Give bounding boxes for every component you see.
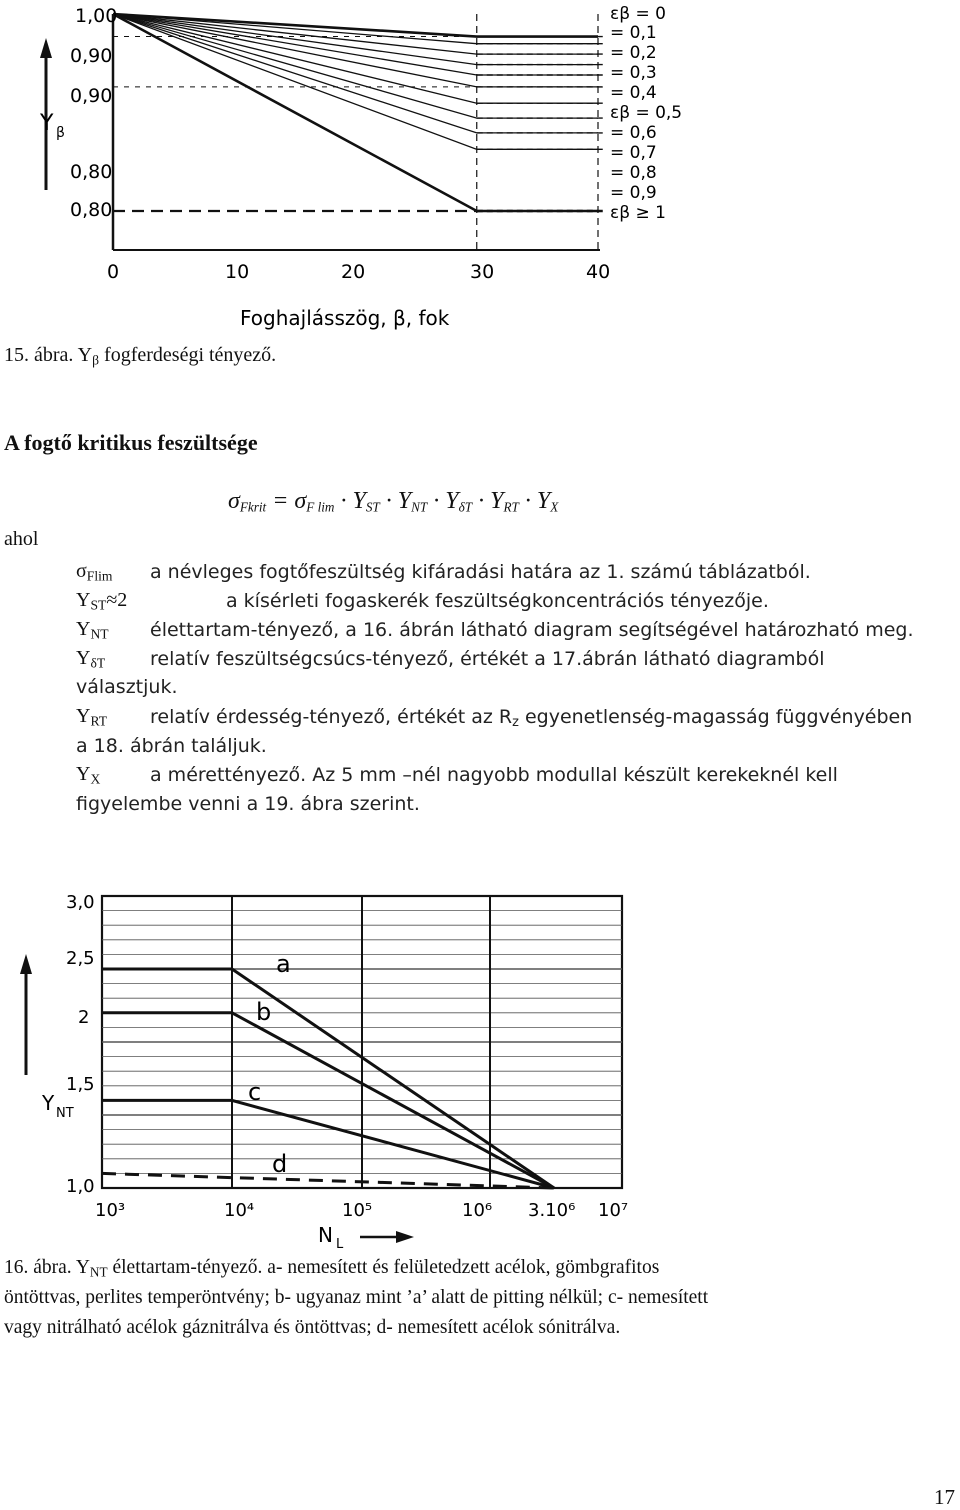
fig15-y-label-sub: β bbox=[56, 125, 65, 141]
def-dt-symbol: $Y_{\delta T}$ bbox=[76, 647, 106, 671]
def-nt-text: élettartam-tényező, a 16. ábrán látható diagram segítségével határozható meg. bbox=[150, 619, 914, 641]
fig15-ytick: 0,80 bbox=[70, 161, 113, 183]
fig16-ytick: 1,0 bbox=[66, 1176, 95, 1197]
fig15-xtick: 40 bbox=[586, 261, 611, 283]
fig15-legend bbox=[610, 4, 682, 223]
fig16-xtick: 10³ bbox=[95, 1200, 126, 1221]
def-rt-continuation: a 18. ábrán találjuk. bbox=[76, 735, 267, 757]
page-number: 17 bbox=[934, 1485, 955, 1509]
ahol-label: ahol bbox=[4, 528, 39, 550]
fig16-ytick: 2 bbox=[78, 1007, 90, 1028]
fig15-legend-entry: = 0,4 bbox=[610, 83, 657, 103]
fig16-xtick: 10⁶ bbox=[462, 1200, 493, 1221]
def-x-continuation: figyelembe venni a 19. ábra szerint. bbox=[76, 793, 420, 815]
fig16-curve-label-a: a bbox=[276, 950, 291, 978]
fig15-xtick: 10 bbox=[225, 261, 250, 283]
fig15-legend-entry: = 0,1 bbox=[610, 23, 657, 43]
fig15-ytick: 0,90 bbox=[70, 45, 113, 67]
fig15-xtick: 20 bbox=[341, 261, 366, 283]
fig15-legend-entry: = 0,7 bbox=[610, 143, 657, 163]
def-dt-continuation: választjuk. bbox=[76, 676, 178, 698]
fig16-y-label: Y bbox=[42, 1091, 55, 1115]
def-x-text: a mérettényező. Az 5 mm –nél nagyobb modullal készült kerekeknél kell bbox=[150, 764, 838, 786]
fig16-caption-line3: vagy nitrálható acélok gáznitrálva és öntöttvas; d- nemesített acélok sónitrálva. bbox=[4, 1317, 621, 1338]
fig15-legend-entry: = 0,8 bbox=[610, 163, 657, 183]
fig15-legend-entry: = 0,9 bbox=[610, 183, 657, 203]
fig15-legend-entry: = 0,2 bbox=[610, 43, 657, 63]
fig16-xtick: 3.10⁶ bbox=[528, 1200, 576, 1221]
fig16-curve-label-d: d bbox=[272, 1150, 288, 1178]
fig15-caption: 15. ábra. $Y_\beta$ fogferdeségi tényező. bbox=[4, 344, 277, 368]
fig15-legend-entry: εβ = 0,5 bbox=[610, 103, 683, 123]
fig16-series-line bbox=[102, 969, 554, 1188]
fig15-gridlines bbox=[113, 14, 606, 250]
fig16-curve-label-b: b bbox=[256, 998, 272, 1026]
def-x-symbol: $Y_X$ bbox=[76, 763, 101, 787]
fig15-series-line bbox=[113, 14, 598, 75]
fig16-xtick: 10⁴ bbox=[224, 1200, 255, 1221]
fig15-ytick: 1,00 bbox=[75, 5, 118, 27]
fig16-x-label: N bbox=[318, 1223, 333, 1247]
def-flim-symbol: $\sigma_{Flim}$ bbox=[76, 560, 113, 584]
fig16-series-line bbox=[102, 1173, 554, 1188]
section-heading: A fogtő kritikus feszültsége bbox=[4, 430, 258, 455]
fig16-caption-line2: öntöttvas, perlites temperöntvény; b- ugyanaz mint ’a’ alatt de pitting nélkül; c- nemesített bbox=[4, 1287, 709, 1308]
fig16-curve-label-c: c bbox=[248, 1078, 262, 1106]
figure-16-chart bbox=[0, 880, 660, 1252]
def-dt-text: relatív feszültségcsúcs-tényező, értékét a 17.ábrán látható diagramból bbox=[150, 648, 825, 670]
fig15-y-arrow-head bbox=[40, 38, 52, 58]
def-rt-text: relatív érdesség-tényező, értékét az $R_z$ egyenetlenség-magasság függvényében bbox=[150, 706, 913, 731]
fig15-legend-entry: εβ = 0 bbox=[610, 4, 666, 24]
fig16-xtick: 10⁷ bbox=[598, 1200, 629, 1221]
fig15-ytick: 0,80 bbox=[70, 199, 113, 221]
fig15-xtick: 0 bbox=[107, 261, 120, 283]
fig15-series-line bbox=[113, 14, 598, 87]
fig16-x-label-sub: L bbox=[336, 1237, 344, 1252]
fig16-y-label-sub: NT bbox=[56, 1106, 74, 1121]
def-flim-text: a névleges fogtőfeszültség kifáradási határa az 1. számú táblázatból. bbox=[150, 561, 811, 583]
fig16-y-arrow-head bbox=[20, 954, 32, 974]
fig15-series-line bbox=[113, 14, 598, 103]
fig15-curves bbox=[113, 14, 598, 211]
fig15-xtick: 30 bbox=[470, 261, 495, 283]
def-st-symbol: $Y_{ST}\approx 2$ bbox=[76, 589, 128, 613]
fig16-caption-line1: 16. ábra. $Y_{NT}$ élettartam-tényező. a- nemesített és felületedzett acélok, gömbgrafitos bbox=[4, 1257, 660, 1280]
fig15-ytick: 0,90 bbox=[70, 85, 113, 107]
def-rt-symbol: $Y_{RT}$ bbox=[76, 705, 108, 729]
def-st-text: a kísérleti fogaskerék feszültségkoncentrációs tényezője. bbox=[226, 590, 769, 612]
fig15-legend-entry: = 0,6 bbox=[610, 123, 657, 143]
fig15-y-label: Y bbox=[40, 111, 54, 136]
fig15-x-label: Foghajlásszög, β, fok bbox=[240, 306, 450, 330]
fig16-gridlines bbox=[102, 896, 622, 1188]
fig15-legend-entry: = 0,3 bbox=[610, 63, 657, 83]
fig15-legend-entry: εβ ≥ 1 bbox=[610, 203, 666, 223]
fig16-ytick: 1,5 bbox=[66, 1074, 95, 1095]
fig16-ytick: 2,5 bbox=[66, 948, 95, 969]
fig16-ytick: 3,0 bbox=[66, 892, 95, 913]
formula: $\sigma_{Fkrit} = \sigma_{F lim} \cdot Y_{ST} \cdot Y_{NT} \cdot Y_{\delta T} \cdot Y_{RT} \cdot Y_X$ bbox=[228, 488, 559, 515]
def-nt-symbol: $Y_{NT}$ bbox=[76, 618, 109, 642]
fig16-x-arrow-head bbox=[396, 1231, 414, 1243]
fig16-curves bbox=[102, 969, 554, 1188]
figure-15-chart bbox=[0, 0, 700, 340]
fig16-xtick: 10⁵ bbox=[342, 1200, 373, 1221]
